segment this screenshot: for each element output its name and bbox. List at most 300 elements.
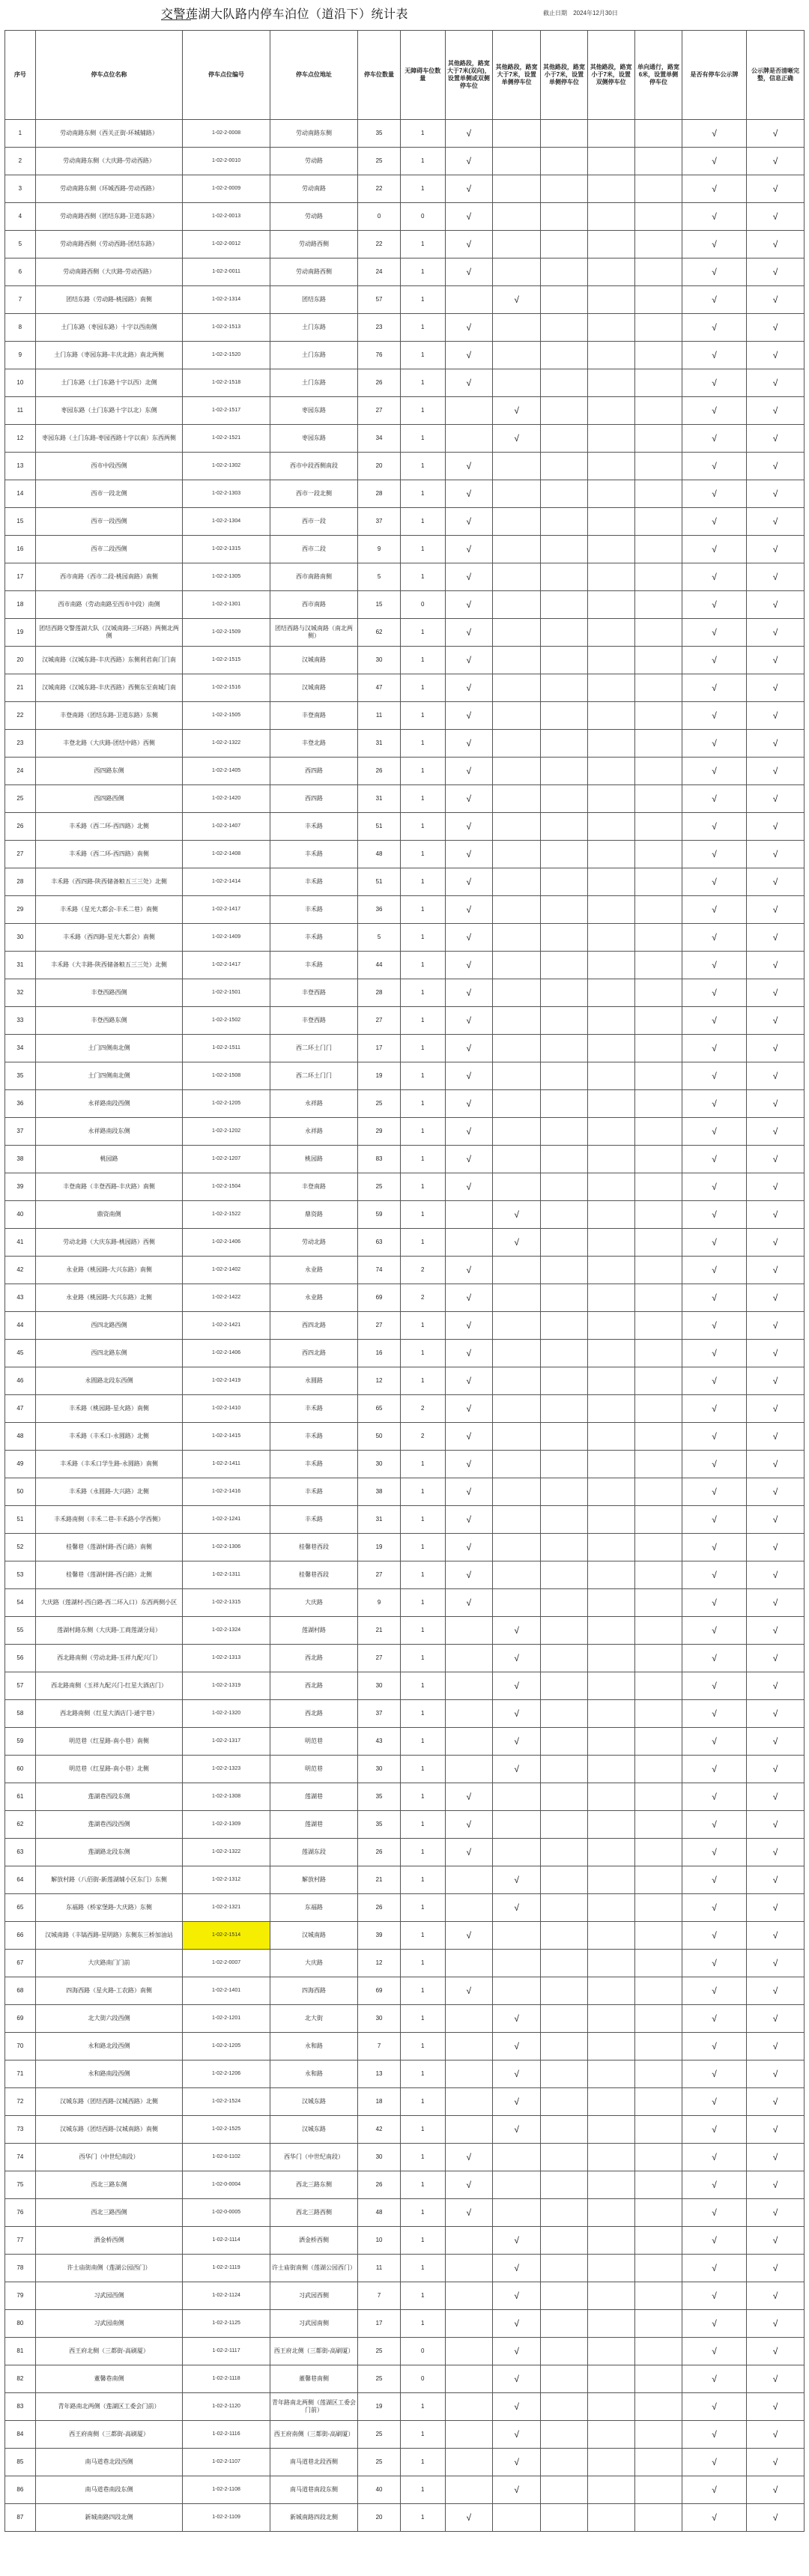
check-cell [747,1090,805,1118]
check-cell [587,952,634,979]
checkmark-icon: √ [772,1929,778,1941]
location-code: 1-02-2-1509 [183,619,270,647]
check-cell [587,120,634,148]
checkmark-icon: √ [466,654,472,665]
accessible-count: 1 [400,1977,445,2005]
table-row [5,2061,805,2088]
checkmark-icon: √ [712,405,717,416]
check-cell [747,2449,805,2476]
check-cell [445,1672,492,1700]
location-name: 大庆路南门门前 [35,1950,183,1977]
location-name: 丰禾路（西四路-星光大都会）南侧 [35,924,183,952]
check-cell [492,148,540,175]
check-cell [587,1811,634,1839]
check-cell [541,1783,587,1811]
checkmark-icon: √ [466,321,472,333]
table-row [5,2227,805,2255]
accessible-count: 1 [400,1451,445,1478]
check-cell [634,369,682,397]
row-number: 4 [5,203,36,231]
location-name: 土门四侧南北侧 [35,1062,183,1090]
accessible-count: 1 [400,258,445,286]
check-cell [747,1229,805,1257]
checkmark-icon: √ [712,571,717,582]
checkmark-icon: √ [712,1763,717,1774]
check-cell [747,2393,805,2421]
checkmark-icon: √ [772,1042,778,1053]
table-row [5,1977,805,2005]
check-cell [541,563,587,591]
check-cell [587,1617,634,1645]
check-cell [587,702,634,730]
row-number: 17 [5,563,36,591]
accessible-count: 1 [400,841,445,868]
checkmark-icon: √ [772,543,778,554]
location-name: 大庆路（莲湖村-西白路-西二环入口）东西两侧小区 [35,1589,183,1617]
location-code: 1-02-2-1125 [183,2310,270,2338]
space-count: 30 [358,1672,401,1700]
check-cell [587,2171,634,2199]
location-code: 1-02-2-1517 [183,397,270,425]
checkmark-icon: √ [772,1846,778,1857]
check-cell [747,2088,805,2116]
checkmark-icon: √ [772,626,778,638]
checkmark-icon: √ [712,959,717,970]
check-cell [445,2476,492,2504]
check-cell [541,148,587,175]
checkmark-icon: √ [466,2151,472,2162]
check-cell [492,2393,540,2421]
row-number: 8 [5,314,36,342]
check-cell [747,1839,805,1866]
row-number: 41 [5,1229,36,1257]
location-name: 解放村路（八佰街-新莲湖辅小区东门）东侧 [35,1866,183,1894]
checkmark-icon: √ [772,2068,778,2079]
check-cell [587,2227,634,2255]
table-row [5,2088,805,2116]
check-cell [634,258,682,286]
row-number: 14 [5,480,36,508]
check-cell [747,1451,805,1478]
row-number: 25 [5,785,36,813]
accessible-count: 0 [400,203,445,231]
col-header: 停车位数量 [358,31,401,120]
accessible-count: 1 [400,369,445,397]
location-name: 土门四侧南北侧 [35,1035,183,1062]
accessible-count: 1 [400,868,445,896]
check-cell [445,2088,492,2116]
space-count: 50 [358,1423,401,1451]
checkmark-icon: √ [466,626,472,638]
checkmark-icon: √ [466,1514,472,1525]
accessible-count: 1 [400,813,445,841]
check-cell [682,1367,747,1395]
location-code: 1-02-2-1514 [183,1922,270,1950]
check-cell [747,619,805,647]
check-cell [587,730,634,758]
checkmark-icon: √ [772,515,778,527]
check-cell [445,1090,492,1118]
check-cell [445,425,492,453]
checkmark-icon: √ [712,1569,717,1580]
check-cell [541,1423,587,1451]
space-count: 65 [358,1395,401,1423]
table-row [5,1173,805,1201]
space-count: 57 [358,286,401,314]
check-cell [587,2199,634,2227]
check-cell [587,674,634,702]
checkmark-icon: √ [712,238,717,250]
checkmark-icon: √ [712,2401,717,2412]
check-cell [541,702,587,730]
check-cell [492,2116,540,2144]
space-count: 5 [358,563,401,591]
location-address: 丰禾路 [270,1506,358,1534]
row-number: 72 [5,2088,36,2116]
location-address: 西二环土门门 [270,1035,358,1062]
row-number: 33 [5,1007,36,1035]
row-number: 71 [5,2061,36,2088]
space-count: 51 [358,813,401,841]
check-cell [541,1284,587,1312]
checkmark-icon: √ [712,876,717,887]
checkmark-icon: √ [712,1902,717,1913]
location-name: 丰禾路（西二环-西四路）南侧 [35,841,183,868]
accessible-count: 1 [400,563,445,591]
check-cell [587,1395,634,1423]
checkmark-icon: √ [466,1375,472,1386]
space-count: 28 [358,480,401,508]
checkmark-icon: √ [466,1042,472,1053]
check-cell [541,2088,587,2116]
check-cell [634,2033,682,2061]
checkmark-icon: √ [712,2484,717,2495]
check-cell [634,2310,682,2338]
location-address: 西北路 [270,1672,358,1700]
checkmark-icon: √ [772,1874,778,1885]
space-count: 76 [358,342,401,369]
check-cell [587,1201,634,1229]
check-cell [747,1146,805,1173]
check-cell [587,1062,634,1090]
checkmark-icon: √ [712,1292,717,1303]
checkmark-icon: √ [772,654,778,665]
space-count: 12 [358,1950,401,1977]
check-cell [492,1062,540,1090]
check-cell [587,1977,634,2005]
accessible-count: 1 [400,1035,445,1062]
space-count: 22 [358,175,401,203]
check-cell [747,2255,805,2282]
col-header: 是否有停车公示牌 [682,31,747,120]
checkmark-icon: √ [772,2179,778,2190]
check-cell [541,896,587,924]
checkmark-icon: √ [712,1403,717,1414]
table-row [5,979,805,1007]
col-header: 停车点位名称 [35,31,183,120]
checkmark-icon: √ [712,2207,717,2218]
checkmark-icon: √ [772,737,778,749]
checkmark-icon: √ [466,1458,472,1469]
location-address: 劳动南路东侧 [270,120,358,148]
table-row [5,1811,805,1839]
check-cell [445,2033,492,2061]
row-number: 5 [5,231,36,258]
check-cell [445,1506,492,1534]
location-name: 西市二段西侧 [35,536,183,563]
table-row [5,1257,805,1284]
checkmark-icon: √ [466,2512,472,2523]
location-code: 1-02-2-0010 [183,148,270,175]
accessible-count: 1 [400,758,445,785]
check-cell [541,1090,587,1118]
location-address: 西市南路南侧 [270,563,358,591]
location-code: 1-02-2-1201 [183,2005,270,2033]
location-code: 1-02-2-1207 [183,1146,270,1173]
checkmark-icon: √ [466,959,472,970]
space-count: 42 [358,2116,401,2144]
checkmark-icon: √ [772,377,778,388]
row-number: 80 [5,2310,36,2338]
check-cell [747,952,805,979]
checkmark-icon: √ [772,1985,778,1996]
accessible-count: 1 [400,647,445,674]
space-count: 26 [358,1839,401,1866]
check-cell [541,1700,587,1728]
row-number: 19 [5,619,36,647]
check-cell [541,2171,587,2199]
location-name: 枣园东路（土门东路-枣园西路十字以南）东西两侧 [35,425,183,453]
check-cell [587,480,634,508]
check-cell [747,148,805,175]
space-count: 39 [358,1922,401,1950]
location-address: 丰禾路 [270,813,358,841]
check-cell [682,536,747,563]
check-cell [634,1451,682,1478]
checkmark-icon: √ [772,1791,778,1802]
location-address: 汉城南路 [270,647,358,674]
table-row [5,1922,805,1950]
checkmark-icon: √ [466,377,472,388]
checkmark-icon: √ [514,2040,519,2052]
check-cell [445,924,492,952]
location-name: 永和路北段西侧 [35,2033,183,2061]
check-cell [587,813,634,841]
checkmark-icon: √ [712,2512,717,2523]
check-cell [492,1811,540,1839]
space-count: 18 [358,2088,401,2116]
col-header: 停车点位地址 [270,31,358,120]
date-info [543,9,622,17]
check-cell [747,369,805,397]
check-cell [541,1146,587,1173]
check-cell [747,1173,805,1201]
check-cell [634,1728,682,1756]
check-cell [634,702,682,730]
row-number: 23 [5,730,36,758]
check-cell [634,480,682,508]
checkmark-icon: √ [772,682,778,693]
check-cell [682,868,747,896]
check-cell [541,1756,587,1783]
check-cell [682,1423,747,1451]
location-code: 1-02-2-1108 [183,2476,270,2504]
check-cell [541,758,587,785]
space-count: 16 [358,1340,401,1367]
row-number: 34 [5,1035,36,1062]
check-cell [682,369,747,397]
location-code: 1-02-2-1323 [183,1756,270,1783]
accessible-count: 1 [400,2449,445,2476]
row-number: 74 [5,2144,36,2171]
check-cell [634,314,682,342]
checkmark-icon: √ [712,710,717,721]
check-cell [634,175,682,203]
check-cell [492,1589,540,1617]
check-cell [492,120,540,148]
check-cell [747,1506,805,1534]
checkmark-icon: √ [712,848,717,859]
row-number: 36 [5,1090,36,1118]
check-cell [634,730,682,758]
space-count: 5 [358,924,401,952]
check-cell [587,896,634,924]
checkmark-icon: √ [466,682,472,693]
checkmark-icon: √ [466,543,472,554]
header-row [5,31,805,120]
checkmark-icon: √ [466,1486,472,1497]
col-header: 无障碍车位数量 [400,31,445,120]
check-cell [682,1534,747,1561]
space-count: 24 [358,258,401,286]
location-name: 永祥路南段东侧 [35,1118,183,1146]
table-row [5,785,805,813]
table-row [5,286,805,314]
check-cell [747,1617,805,1645]
check-cell [541,2033,587,2061]
checkmark-icon: √ [712,2151,717,2162]
check-cell [445,536,492,563]
check-cell [445,1866,492,1894]
checkmark-icon: √ [712,1957,717,1968]
location-address: 丰登西路 [270,979,358,1007]
check-cell [587,286,634,314]
table-body [5,120,805,2532]
table-row [5,813,805,841]
check-cell [587,397,634,425]
space-count: 27 [358,397,401,425]
check-cell [445,1478,492,1506]
check-cell [634,1672,682,1700]
space-count: 21 [358,1866,401,1894]
checkmark-icon: √ [466,2179,472,2190]
location-code: 1-02-2-1520 [183,342,270,369]
check-cell [445,730,492,758]
space-count: 47 [358,674,401,702]
table-row [5,591,805,619]
check-cell [634,1700,682,1728]
check-cell [634,1839,682,1866]
location-code: 1-02-2-0012 [183,231,270,258]
table-row [5,1478,805,1506]
checkmark-icon: √ [466,1569,472,1580]
check-cell [587,1561,634,1589]
checkmark-icon: √ [772,488,778,499]
table-row [5,2144,805,2171]
checkmark-icon: √ [772,294,778,305]
check-cell [747,397,805,425]
location-name: 永业路（桃园路-大兴东路）南侧 [35,1257,183,1284]
check-cell [492,1866,540,1894]
check-cell [682,1922,747,1950]
checkmark-icon: √ [772,1181,778,1192]
check-cell [445,397,492,425]
check-cell [682,1118,747,1146]
location-name: 莲湖路北段东侧 [35,1839,183,1866]
check-cell [541,1645,587,1672]
location-name: 莲湖村路东侧（大庆路-工商莲湖分局） [35,1617,183,1645]
location-address: 永祥路 [270,1118,358,1146]
location-name: 永和路南段西侧 [35,2061,183,2088]
accessible-count: 1 [400,1645,445,1672]
row-number: 12 [5,425,36,453]
row-number: 58 [5,1700,36,1728]
check-cell [747,1672,805,1700]
check-cell [541,1506,587,1534]
check-cell [682,342,747,369]
checkmark-icon: √ [772,1597,778,1608]
location-name: 劳动南路东侧（环城西路-劳动西路） [35,175,183,203]
location-name: 西市南路（劳动南路至西市中段）南侧 [35,591,183,619]
check-cell [541,1367,587,1395]
checkmark-icon: √ [712,2123,717,2135]
location-address: 西王府南侧（三都街-高刷厦） [270,2421,358,2449]
check-cell [587,1922,634,1950]
check-cell [445,1229,492,1257]
table-row [5,563,805,591]
check-cell [492,203,540,231]
check-cell [541,1478,587,1506]
space-count: 7 [358,2282,401,2310]
check-cell [541,480,587,508]
location-code: 1-02-2-1414 [183,868,270,896]
check-cell [682,813,747,841]
check-cell [634,342,682,369]
location-code: 1-02-2-1415 [183,1423,270,1451]
accessible-count: 1 [400,1700,445,1728]
table-row [5,1395,805,1423]
check-cell [445,148,492,175]
check-cell [634,1035,682,1062]
space-count: 23 [358,314,401,342]
location-address: 西北路 [270,1645,358,1672]
checkmark-icon: √ [466,1818,472,1830]
table-row [5,2255,805,2282]
check-cell [634,1783,682,1811]
space-count: 69 [358,1284,401,1312]
table-row [5,1756,805,1783]
checkmark-icon: √ [712,1125,717,1137]
location-address: 莲湖巷 [270,1811,358,1839]
table-row [5,2476,805,2504]
location-address: 莲湖东段 [270,1839,358,1866]
accessible-count: 1 [400,120,445,148]
check-cell [682,1062,747,1090]
check-cell [587,2282,634,2310]
table-row [5,868,805,896]
checkmark-icon: √ [772,2013,778,2024]
location-name: 习武园南侧 [35,2310,183,2338]
